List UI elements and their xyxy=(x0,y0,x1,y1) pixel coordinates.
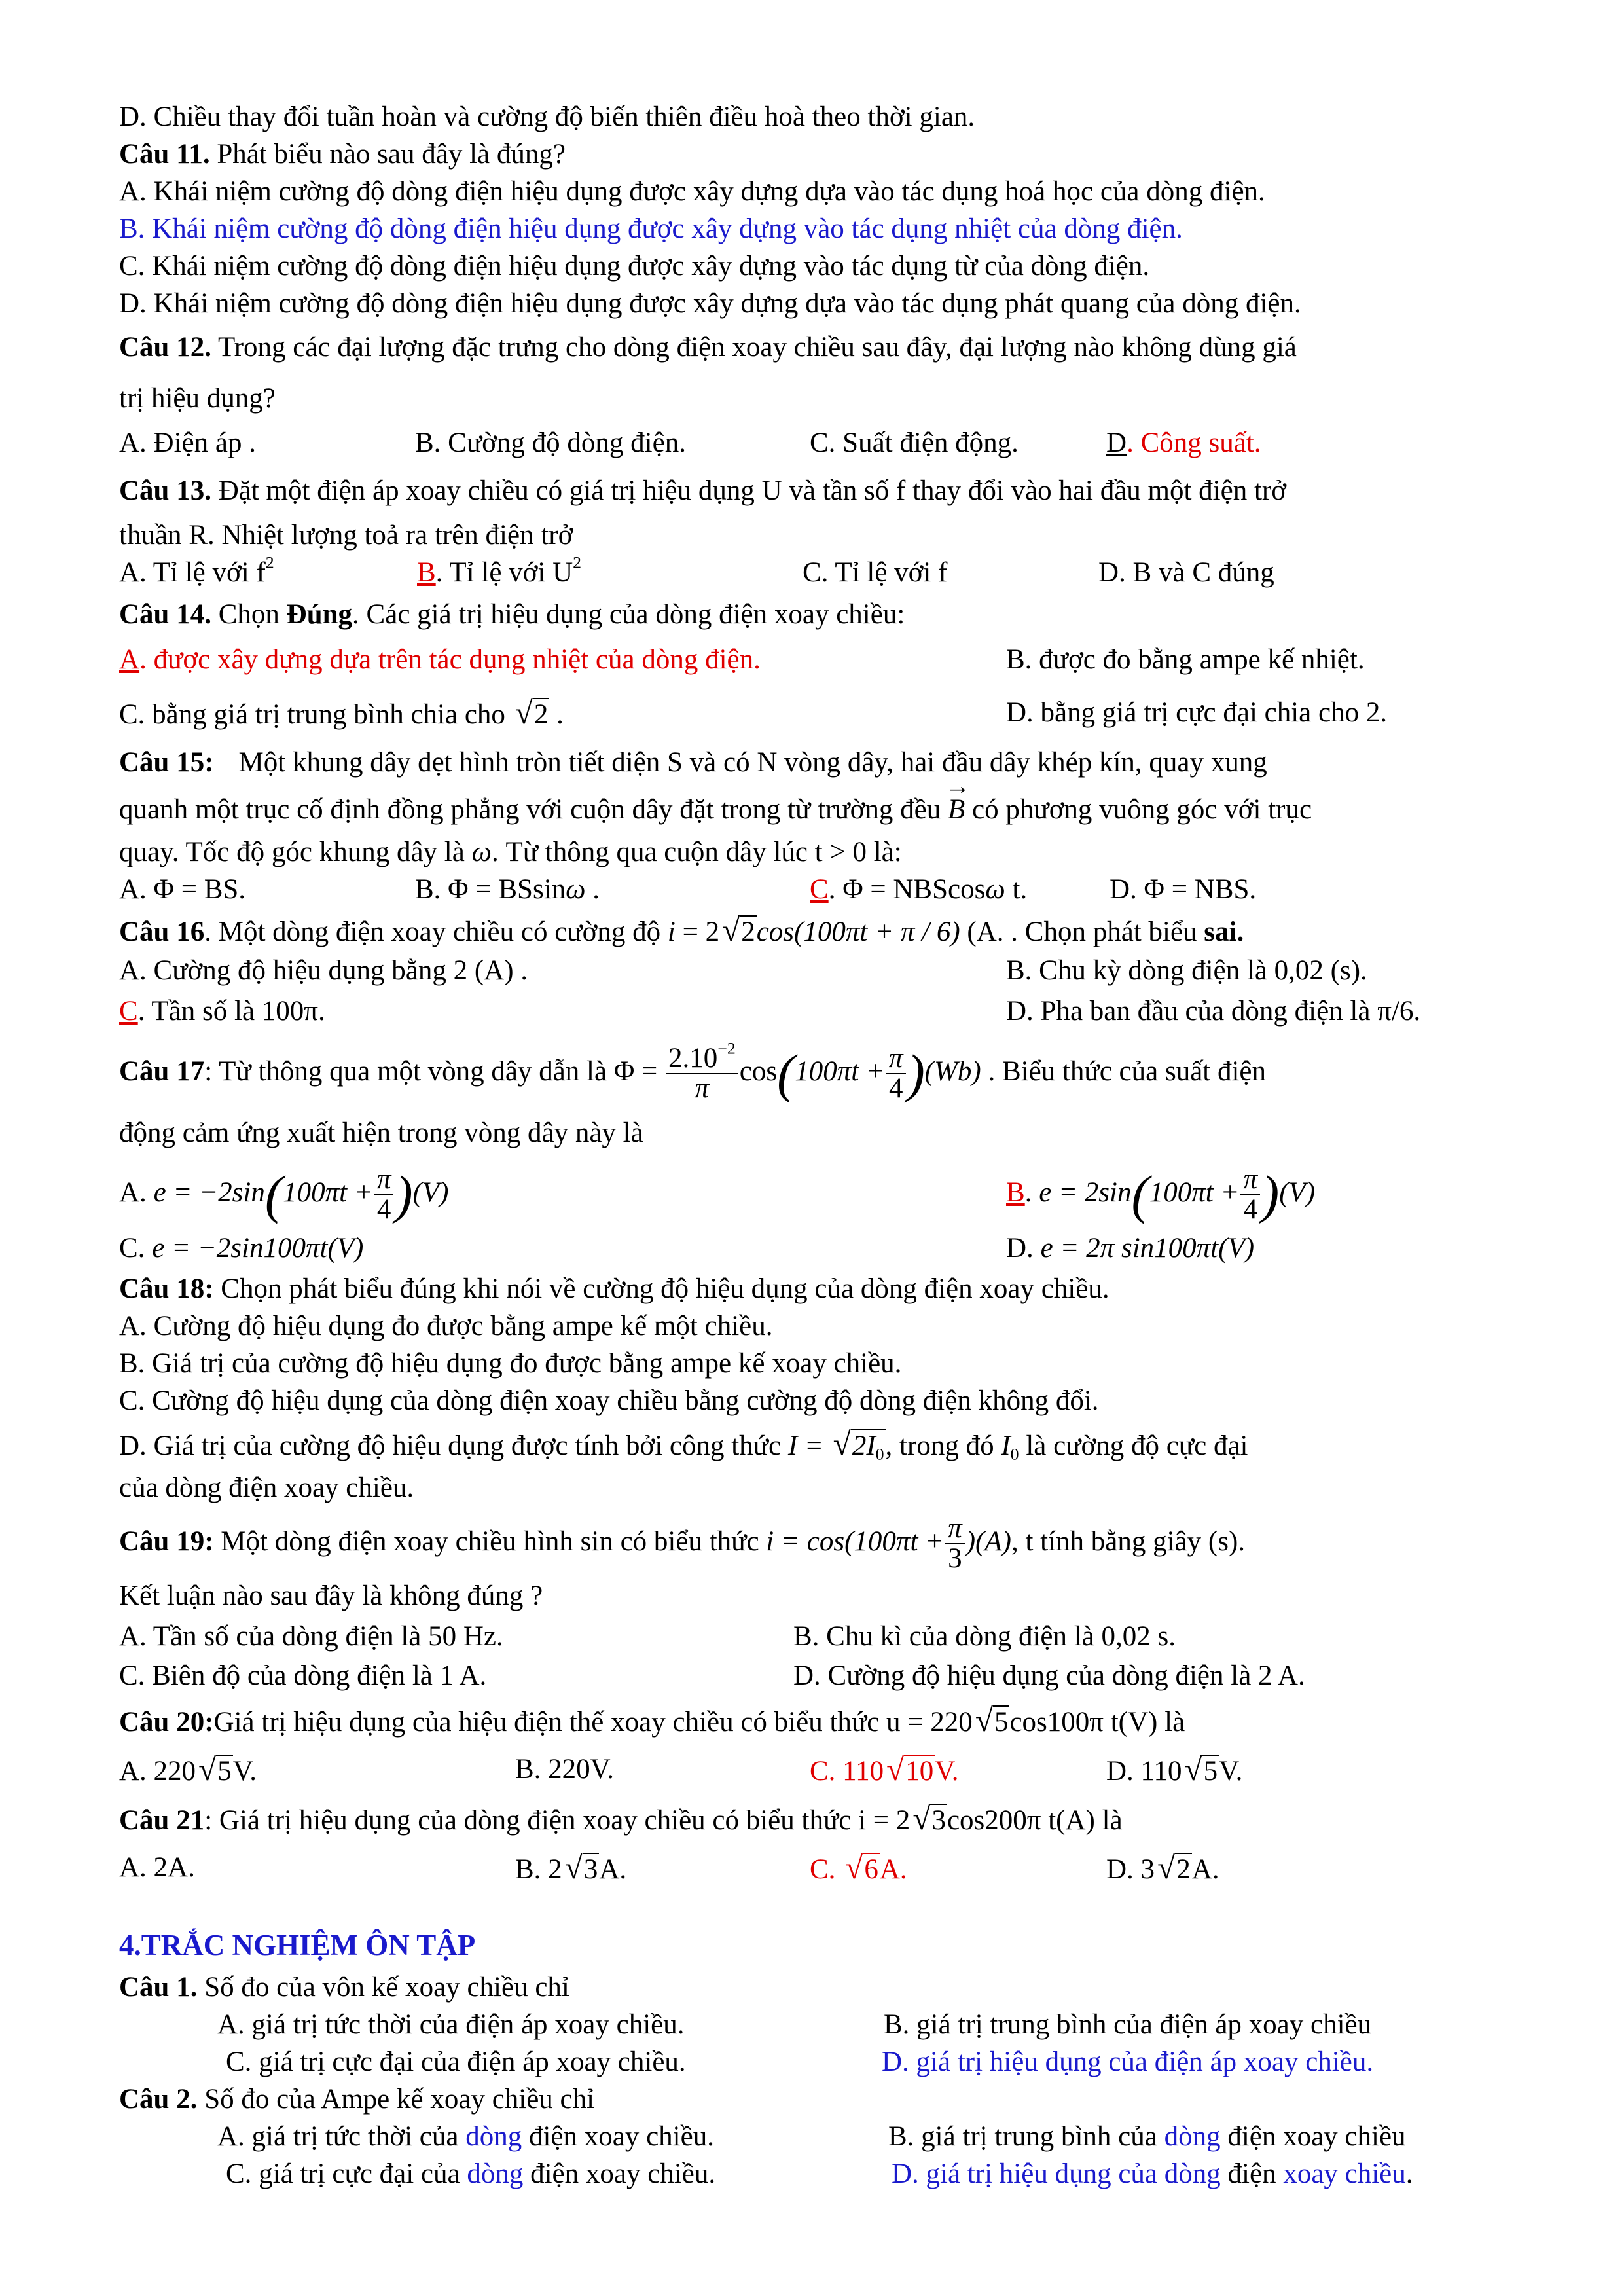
q19-stem-2: Kết luận nào sau đây là không đúng ? xyxy=(119,1580,543,1611)
q19-options-cd xyxy=(119,1657,1520,1696)
q19-option-d: D. Cường độ hiệu dụng của dòng điện là 2 A. xyxy=(793,1660,1305,1691)
review-q2-options-ab xyxy=(119,2118,1520,2155)
q19-option-c: C. Biên độ của dòng điện là 1 A. xyxy=(119,1660,487,1691)
q18-option-d: D. Giá trị của cường độ hiệu dụng được tính bởi công thức $I = √2I_0$, trong đó $I_0$ là cường độ cực đại xyxy=(119,1426,1248,1464)
q12-option-d: D. Công suất. xyxy=(1106,428,1261,458)
q12-option-c: C. Suất điện động. xyxy=(810,428,1019,458)
q11-option-d: D. Khái niệm cường độ dòng điện hiệu dụng được xây dựng dựa vào tác dụng phát quang của dòng điện. xyxy=(119,288,1301,319)
q14-option-d: D. bằng giá trị cực đại chia cho 2. xyxy=(1006,697,1388,728)
q14-options-ab xyxy=(119,633,1520,687)
q21-options xyxy=(119,1843,1520,1893)
q11-option-a: A. Khái niệm cường độ dòng điện hiệu dụng được xây dựng dựa vào tác dụng hoá học của dòng điện. xyxy=(119,176,1265,207)
q20-option-a: A. 220√5V. xyxy=(119,1751,257,1787)
q16-option-b: B. Chu kỳ dòng điện là 0,02 (s). xyxy=(1006,955,1367,986)
review-q1-option-d: D. giá trị hiệu dụng của điện áp xoay chiều. xyxy=(882,2047,1374,2077)
q10-option-d: D. Chiều thay đổi tuần hoàn và cường độ biến thiên điều hoà theo thời gian. xyxy=(119,101,975,132)
q15-stem: Câu 15: Một khung dây dẹt hình tròn tiết diện S và có N vòng dây, hai đầu dây khép kín, quay xung xyxy=(119,747,1267,778)
q15-stem-3: quay. Tốc độ góc khung dây là ω. Từ thông qua cuộn dây lúc t > 0 là: xyxy=(119,837,902,867)
section-heading: 4.TRẮC NGHIỆM ÔN TẬP xyxy=(119,1929,476,1961)
q11-option-b: B. Khái niệm cường độ dòng điện hiệu dụng được xây dựng vào tác dụng nhiệt của dòng điện. xyxy=(119,213,1183,244)
q20-option-d: D. 110√5V. xyxy=(1106,1751,1243,1787)
q14-options-cd xyxy=(119,687,1520,739)
q20-option-c: C. 110√10V. xyxy=(810,1751,959,1787)
q17-options-ab xyxy=(119,1156,1520,1230)
q18-option-b: B. Giá trị của cường độ hiệu dụng đo được bằng ampe kế xoay chiều. xyxy=(119,1348,902,1379)
q12-option-b: B. Cường độ dòng điện. xyxy=(415,428,686,458)
q18-option-a: A. Cường độ hiệu dụng đo được bằng ampe kế một chiều. xyxy=(119,1311,773,1341)
q17-option-b: B. e = 2sin(100πt + $\frac{\pi}{4}$ )(V) xyxy=(1006,1164,1316,1226)
q20-stem: Câu 20:Giá trị hiệu dụng của hiệu điện thế xoay chiều có biểu thức u = 220√5cos100π t(V) là xyxy=(119,1702,1185,1738)
q17-flux-formula: Φ = $\frac{2.10^{-2}}{\pi}$ cos(100πt + $\frac{\pi}{4}$ )(Wb) xyxy=(613,1038,981,1104)
q18-option-c: C. Cường độ hiệu dụng của dòng điện xoay chiều bằng cường độ dòng điện không đổi. xyxy=(119,1385,1099,1416)
q17-option-a: A. e = −2sin(100πt + $\frac{\pi}{4}$ )(V) xyxy=(119,1164,449,1226)
q19-option-a: A. Tần số của dòng điện là 50 Hz. xyxy=(119,1621,503,1652)
review-q1-option-c: C. giá trị cực đại của điện áp xoay chiều. xyxy=(226,2047,686,2077)
q19-options-ab xyxy=(119,1618,1520,1657)
q17-option-c: C. e = −2sin100πt(V) xyxy=(119,1233,364,1264)
q13-options xyxy=(119,554,1520,596)
review-q1-option-a: A. giá trị tức thời của điện áp xoay chiều. xyxy=(217,2009,685,2040)
review-q2-option-d: D. giá trị hiệu dụng của dòng điện xoay chiều. xyxy=(892,2159,1413,2189)
q19-option-b: B. Chu kì của dòng điện là 0,02 s. xyxy=(793,1621,1176,1652)
review-q1-option-b: B. giá trị trung bình của điện áp xoay chiều xyxy=(884,2009,1372,2040)
q16-option-a: A. Cường độ hiệu dụng bằng 2 (A) . xyxy=(119,955,528,986)
q11-stem: Câu 11. Phát biểu nào sau đây là đúng? xyxy=(119,139,566,170)
q14-option-a: A. được xây dựng dựa trên tác dụng nhiệt của dòng điện. xyxy=(119,644,761,675)
q20-option-b: B. 220V. xyxy=(515,1754,614,1785)
sqrt-2: √2 xyxy=(514,695,549,731)
q15-option-a: A. Φ = BS. xyxy=(119,874,246,905)
q17-stem-2: động cảm ứng xuất hiện trong vòng dây này là xyxy=(119,1118,643,1148)
review-q2-option-a: A. giá trị tức thời của dòng điện xoay chiều. xyxy=(217,2121,714,2152)
q13-option-b: B. Tỉ lệ với $U^2$ xyxy=(417,553,582,588)
review-q2-options-cd xyxy=(119,2155,1520,2193)
q14-option-b: B. được đo bằng ampe kế nhiệt. xyxy=(1006,644,1365,675)
q17-option-d: D. e = 2π sin100πt(V) xyxy=(1006,1233,1255,1264)
q21-option-d: D. 3√2A. xyxy=(1106,1850,1219,1886)
q15-option-d: D. Φ = NBS. xyxy=(1110,874,1257,905)
q16-formula: i = 2√2cos(100πt + π / 6) xyxy=(667,912,960,948)
q19-stem: Câu 19: Một dòng điện xoay chiều hình sin có biểu thức i = cos(100πt + $\frac{\pi}{3}$ )(A), t tính bằng giây (s). xyxy=(119,1513,1246,1575)
q19-formula: i = cos(100πt + $\frac{\pi}{3}$ )(A) xyxy=(766,1513,1011,1575)
review-q2-option-c: C. giá trị cực đại của dòng điện xoay chiều. xyxy=(226,2159,716,2189)
document-page xyxy=(119,98,1520,2193)
review-q1-options-cd xyxy=(119,2043,1520,2081)
q18-option-d-2: của dòng điện xoay chiều. xyxy=(119,1472,414,1503)
q21-option-a: A. 2A. xyxy=(119,1852,195,1883)
q15-options xyxy=(119,871,1520,911)
q12-stem: Câu 12. Trong các đại lượng đặc trưng cho dòng điện xoay chiều sau đây, đại lượng nào không dùng giá xyxy=(119,332,1297,363)
q17-options-cd xyxy=(119,1230,1520,1270)
q12-options xyxy=(119,424,1520,465)
q14-stem: Câu 14. Chọn Đúng. Các giá trị hiệu dụng của dòng điện xoay chiều: xyxy=(119,599,905,630)
q13-option-c: C. Tỉ lệ với f xyxy=(803,557,948,588)
q13-stem: Câu 13. Đặt một điện áp xoay chiều có giá trị hiệu dụng U và tần số f thay đổi vào hai đầu một điện trở xyxy=(119,475,1286,506)
q13-option-d: D. B và C đúng xyxy=(1098,557,1274,588)
q15-stem-2: quanh một trục cố định đồng phẳng với cuộn dây đặt trong từ trường đều → B có phương vuông góc với trục xyxy=(119,786,1520,833)
review-q2-option-b: B. giá trị trung bình của dòng điện xoay chiều xyxy=(888,2121,1406,2152)
q15-option-b: B. Φ = BSsinω . xyxy=(415,874,600,905)
q18-stem: Câu 18: Chọn phát biểu đúng khi nói về cường độ hiệu dụng của dòng điện xoay chiều. xyxy=(119,1273,1110,1304)
q17-stem: Câu 17: Từ thông qua một vòng dây dẫn là Φ = $\frac{2.10^{-2}}{\pi}$ cos(100πt + $\frac{\pi}{4}$ )(Wb) . Biểu thức của suất điện xyxy=(119,1038,1267,1104)
q16-option-d: D. Pha ban đầu của dòng điện là π/6. xyxy=(1006,996,1421,1027)
review-q1-options-ab xyxy=(119,2006,1520,2043)
q11-option-c: C. Khái niệm cường độ dòng điện hiệu dụng được xây dựng vào tác dụng từ của dòng điện. xyxy=(119,251,1150,282)
review-q2-stem: Câu 2. Số đo của Ampe kế xoay chiều chỉ xyxy=(119,2084,595,2115)
q21-option-c: C. √6A. xyxy=(810,1850,907,1886)
q16-options-ab xyxy=(119,952,1520,993)
q16-options-cd xyxy=(119,993,1520,1033)
vector-b: → B xyxy=(948,786,965,833)
q21-option-b: B. 2√3A. xyxy=(515,1850,627,1886)
q21-stem: Câu 21: Giá trị hiệu dụng của dòng điện xoay chiều có biểu thức i = 2√3cos200π t(A) là xyxy=(119,1800,1123,1836)
q20-options xyxy=(119,1745,1520,1795)
q12-stem-2: trị hiệu dụng? xyxy=(119,383,276,414)
review-q1-stem: Câu 1. Số đo của vôn kế xoay chiều chỉ xyxy=(119,1972,569,2003)
q16-stem: Câu 16. Một dòng điện xoay chiều có cường độ i = 2√2cos(100πt + π / 6) (A. . Chọn phát biểu sai. xyxy=(119,912,1244,948)
q16-option-c: C. Tần số là 100π. xyxy=(119,996,325,1027)
q15-option-c: C. Φ = NBScosω t. xyxy=(810,874,1028,905)
q14-option-c: C. bằng giá trị trung bình chia cho √2 . xyxy=(119,687,564,741)
q13-option-a: A. Tỉ lệ với $f^2$ xyxy=(119,553,274,588)
q13-stem-2: thuần R. Nhiệt lượng toả ra trên điện trở xyxy=(119,520,573,551)
q12-option-a: A. Điện áp . xyxy=(119,428,256,458)
